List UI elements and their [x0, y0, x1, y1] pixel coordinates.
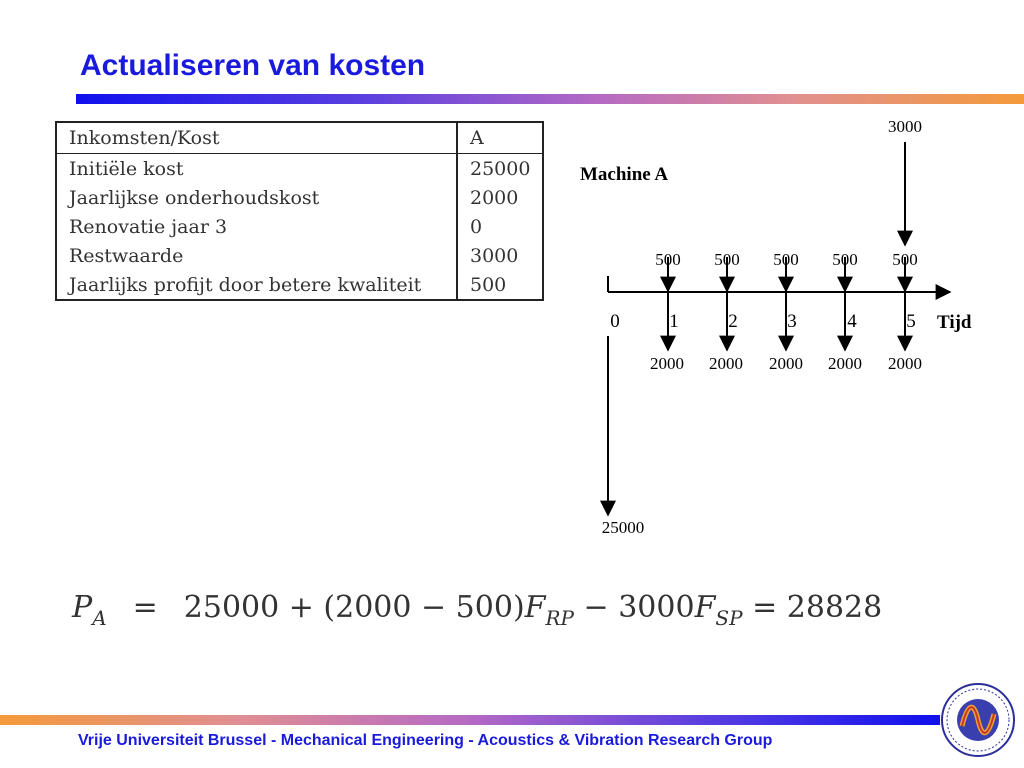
diagram-title: Machine A	[580, 164, 669, 185]
formula-factor-sp-sub: SP	[715, 606, 743, 630]
income-label: 500	[892, 250, 918, 269]
row-label: Jaarlijks profijt door betere kwaliteit	[69, 273, 422, 296]
cost-label: 2000	[650, 354, 684, 373]
table-header-row	[56, 122, 543, 154]
row-label: Initiële kost	[69, 157, 184, 180]
cost-label: 2000	[709, 354, 743, 373]
table-row	[56, 241, 543, 270]
formula-factor-sp: F	[694, 590, 716, 625]
axis-label: Tijd	[937, 312, 972, 333]
initial-cost-label: 25000	[601, 518, 645, 537]
income-label: 500	[714, 250, 740, 269]
formula-factor-rp-sub: RP	[545, 606, 574, 630]
table-row	[56, 270, 543, 300]
period-label: 0	[610, 311, 620, 332]
formula-lhs: P	[72, 590, 93, 625]
income-label: 500	[773, 250, 799, 269]
avrg-seal-logo-icon	[940, 682, 1016, 758]
row-label: Jaarlijkse onderhoudskost	[69, 186, 320, 209]
row-value: 3000	[457, 241, 543, 270]
cost-label: 2000	[828, 354, 862, 373]
table-row	[56, 154, 543, 184]
row-value: 0	[457, 212, 543, 241]
row-label: Restwaarde	[69, 244, 184, 267]
formula-part1: 25000 + (2000 − 500)	[183, 590, 525, 625]
formula-part2: − 3000	[574, 590, 695, 625]
period-label: 3	[787, 311, 797, 332]
table-row	[56, 212, 543, 241]
footer-text: Vrije Universiteit Brussel - Mechanical Engineering - Acoustics & Vibration Research Group	[78, 732, 773, 749]
footer-gradient-bar	[0, 715, 940, 725]
formula-result: = 28828	[742, 590, 883, 625]
income-label: 500	[655, 250, 681, 269]
title-gradient-bar	[76, 94, 1024, 104]
period-label: 4	[847, 311, 857, 332]
salvage-label: 3000	[888, 117, 922, 136]
cost-label: 2000	[769, 354, 803, 373]
formula-factor-rp: F	[524, 590, 546, 625]
period-label: 1	[669, 311, 679, 332]
cash-flow-diagram	[560, 110, 1000, 540]
period-label: 2	[728, 311, 738, 332]
cost-label: 2000	[888, 354, 922, 373]
present-value-formula	[72, 585, 882, 635]
row-value: 25000	[457, 154, 543, 184]
row-value: 2000	[457, 183, 543, 212]
cost-table	[55, 121, 544, 301]
slide-title: Actualiseren van kosten	[80, 49, 426, 82]
formula-lhs-sub: A	[92, 606, 107, 630]
row-value: 500	[457, 270, 543, 300]
income-label: 500	[832, 250, 858, 269]
formula-equals: =	[132, 590, 158, 625]
header-label: Inkomsten/Kost	[56, 122, 457, 154]
period-label: 5	[906, 311, 916, 332]
table-row	[56, 183, 543, 212]
row-label: Renovatie jaar 3	[69, 215, 228, 238]
header-value: A	[457, 122, 543, 154]
